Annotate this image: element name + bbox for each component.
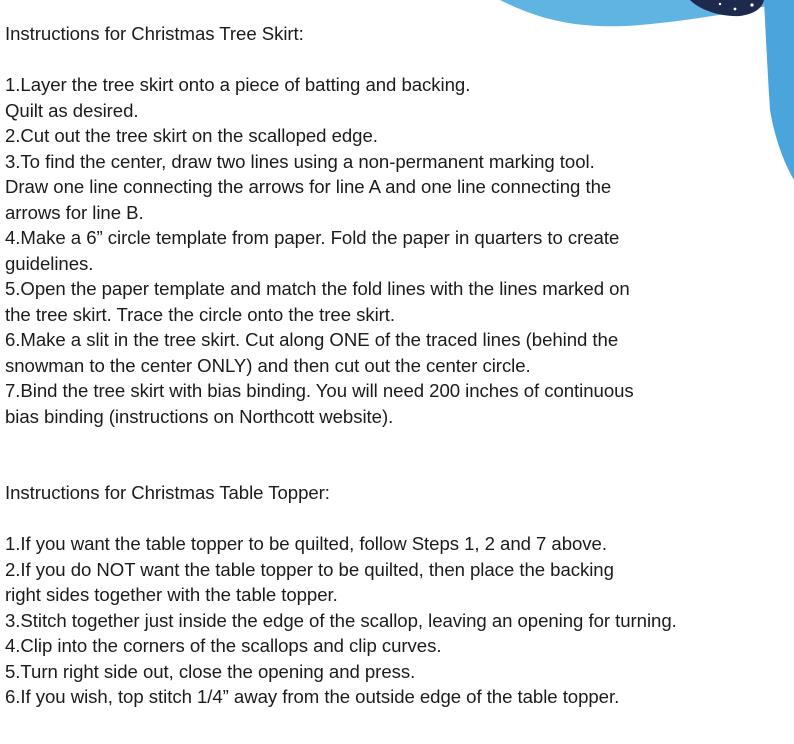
step-number: 4. bbox=[5, 227, 21, 248]
tree-skirt-step-1 bbox=[5, 72, 790, 123]
step-text: Make a slit in the tree skirt. Cut along ONE of the traced lines (behind the bbox=[20, 329, 619, 350]
step-line bbox=[5, 72, 790, 98]
step-number: 3. bbox=[5, 150, 21, 172]
step-line: bias binding (instructions on Northcott website). bbox=[5, 405, 394, 427]
step-line bbox=[5, 684, 790, 710]
step-line bbox=[5, 123, 790, 149]
step-text: If you wish, top stitch 1/4” away from the outside edge of the table topper. bbox=[20, 686, 620, 707]
step-text: If you do NOT want the table topper to be quilted, then place the backing bbox=[20, 558, 614, 580]
step-number: 6. bbox=[5, 329, 21, 350]
tree-skirt-step-4 bbox=[5, 225, 790, 276]
step-text: Make a 6” circle template from paper. Fold the paper in quarters to create bbox=[20, 227, 620, 248]
instructions-page bbox=[5, 0, 790, 710]
table-topper-step-2 bbox=[5, 557, 790, 608]
step-number: 4. bbox=[5, 635, 21, 656]
table-topper-heading: Instructions for Christmas Table Topper: bbox=[5, 482, 330, 503]
step-line bbox=[5, 608, 790, 634]
step-number: 7. bbox=[5, 380, 21, 401]
step-line bbox=[5, 149, 790, 175]
step-text: Clip into the corners of the scallops and clip curves. bbox=[20, 635, 442, 656]
step-text: Cut out the tree skirt on the scalloped edge. bbox=[20, 125, 378, 146]
step-text: Layer the tree skirt onto a piece of batting and backing. bbox=[20, 74, 471, 95]
tree-skirt-step-2 bbox=[5, 123, 790, 149]
step-number: 5. bbox=[5, 278, 21, 299]
step-line: snowman to the center ONLY) and then cut out the center circle. bbox=[5, 354, 531, 376]
step-line: the tree skirt. Trace the circle onto the tree skirt. bbox=[5, 303, 396, 325]
tree-skirt-step-6 bbox=[5, 327, 790, 378]
table-topper-section bbox=[5, 480, 790, 710]
step-line bbox=[5, 557, 790, 583]
spacer bbox=[5, 47, 790, 73]
table-topper-step-3 bbox=[5, 608, 790, 634]
step-text: Bind the tree skirt with bias binding. You will need 200 inches of continuous bbox=[20, 380, 634, 401]
step-line: arrows for line B. bbox=[5, 201, 144, 223]
step-text: To find the center, draw two lines using a non-permanent marking tool. bbox=[20, 150, 595, 172]
step-line bbox=[5, 225, 790, 251]
tree-skirt-heading: Instructions for Christmas Tree Skirt: bbox=[5, 23, 304, 44]
step-number: 1. bbox=[5, 74, 21, 95]
step-line bbox=[5, 378, 790, 404]
step-number: 6. bbox=[5, 686, 21, 707]
table-topper-step-4 bbox=[5, 633, 790, 659]
step-text: Open the paper template and match the fold lines with the lines marked on bbox=[20, 278, 630, 299]
step-line bbox=[5, 276, 790, 302]
step-text: If you want the table topper to be quilted, follow Steps 1, 2 and 7 above. bbox=[20, 533, 607, 554]
tree-skirt-step-5 bbox=[5, 276, 790, 327]
table-topper-step-5 bbox=[5, 659, 790, 685]
tree-skirt-step-3 bbox=[5, 149, 790, 226]
step-line: Draw one line connecting the arrows for line A and one line connecting the bbox=[5, 176, 612, 197]
step-number: 1. bbox=[5, 533, 21, 554]
step-line bbox=[5, 327, 790, 353]
table-topper-step-1 bbox=[5, 531, 790, 557]
table-topper-step-6 bbox=[5, 684, 790, 710]
step-line bbox=[5, 633, 790, 659]
tree-skirt-step-7 bbox=[5, 378, 790, 429]
tree-skirt-steps bbox=[5, 72, 790, 429]
tree-skirt-section bbox=[5, 21, 790, 429]
spacer bbox=[5, 506, 790, 532]
step-text: Stitch together just inside the edge of the scallop, leaving an opening for turning. bbox=[20, 609, 677, 631]
step-line: guidelines. bbox=[5, 252, 94, 274]
step-number: 5. bbox=[5, 660, 21, 682]
step-line bbox=[5, 659, 790, 685]
table-topper-steps bbox=[5, 531, 790, 710]
step-line: Quilt as desired. bbox=[5, 99, 139, 121]
step-number: 2. bbox=[5, 558, 21, 580]
step-line bbox=[5, 531, 790, 557]
step-number: 2. bbox=[5, 125, 21, 146]
section-gap bbox=[5, 429, 790, 480]
step-line: right sides together with the table topper. bbox=[5, 584, 338, 605]
step-number: 3. bbox=[5, 609, 21, 631]
step-text: Turn right side out, close the opening and press. bbox=[20, 660, 416, 682]
